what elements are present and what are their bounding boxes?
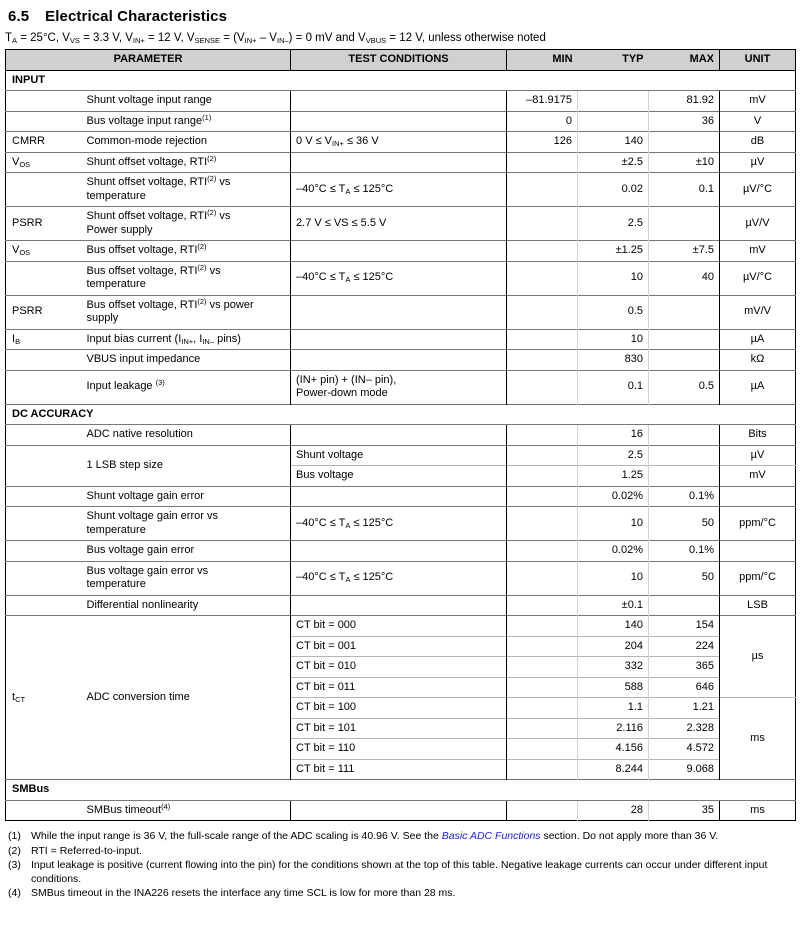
typ-value: 8.244 bbox=[578, 759, 649, 780]
test-conditions-note: $T_A = 25^\circ C$, $V_{VS} = 3.3$ V, $V_{IN+} = 12$ V, $V_{SENSE} = (V_{IN+} - V_{IN-}) = 0$ mV and $V_{VBUS} = 12$ V, unless otherwise noted bbox=[5, 32, 546, 45]
max-value bbox=[649, 329, 720, 350]
parameter-name: Bus voltage gain error bbox=[81, 541, 291, 562]
typ-value: 0.1 bbox=[578, 370, 649, 404]
table-row bbox=[6, 800, 796, 821]
min-value bbox=[507, 295, 578, 329]
section-title-text: Electrical Characteristics bbox=[45, 8, 228, 25]
param-symbol bbox=[6, 91, 81, 112]
typ-value: ±0.1 bbox=[578, 595, 649, 616]
table-row bbox=[6, 350, 796, 371]
min-value bbox=[507, 507, 578, 541]
typ-value: 10 bbox=[578, 329, 649, 350]
param-symbol bbox=[6, 595, 81, 616]
test-conditions bbox=[291, 486, 507, 507]
param-symbol: $V_{OS}$ bbox=[6, 241, 81, 262]
param-symbol bbox=[6, 445, 81, 486]
min-value bbox=[507, 329, 578, 350]
typ-value: 10 bbox=[578, 261, 649, 295]
max-value: 646 bbox=[649, 677, 720, 698]
typ-value: 2.116 bbox=[578, 718, 649, 739]
test-conditions: $-40^\circ C \le T_A \le 125^\circ C$ bbox=[291, 561, 507, 595]
table-row bbox=[6, 111, 796, 132]
typ-value: 0.5 bbox=[578, 295, 649, 329]
unit-value: µV/V bbox=[720, 207, 796, 241]
min-value bbox=[507, 207, 578, 241]
parameter-name: Bus voltage input range$^{(1)}$ bbox=[81, 111, 291, 132]
max-value: 9.068 bbox=[649, 759, 720, 780]
test-conditions: $-40^\circ C \le T_A \le 125^\circ C$ bbox=[291, 261, 507, 295]
test-conditions: CT bit = 001 bbox=[291, 636, 507, 657]
max-value: 40 bbox=[649, 261, 720, 295]
table-section-header: INPUT bbox=[6, 70, 796, 91]
max-value bbox=[649, 425, 720, 446]
parameter-name: ADC native resolution bbox=[81, 425, 291, 446]
test-conditions bbox=[291, 91, 507, 112]
min-value bbox=[507, 152, 578, 173]
parameter-name: Shunt offset voltage, RTI$^{(2)}$ vs Power supply bbox=[81, 207, 291, 241]
footnote bbox=[8, 887, 794, 901]
table-row bbox=[6, 173, 796, 207]
typ-value: 588 bbox=[578, 677, 649, 698]
min-value: 126 bbox=[507, 132, 578, 153]
max-value bbox=[649, 466, 720, 487]
min-value bbox=[507, 350, 578, 371]
footnotes bbox=[8, 830, 794, 901]
unit-value: mV/V bbox=[720, 295, 796, 329]
unit-value bbox=[720, 486, 796, 507]
col-header-typ: TYP bbox=[578, 50, 649, 71]
test-conditions: 2.7 V ≤ VS ≤ 5.5 V bbox=[291, 207, 507, 241]
unit-value: mV bbox=[720, 91, 796, 112]
table-row bbox=[6, 152, 796, 173]
parameter-name: SMBus timeout$^{(4)}$ bbox=[81, 800, 291, 821]
max-value: 0.1% bbox=[649, 486, 720, 507]
typ-value: 2.5 bbox=[578, 207, 649, 241]
test-conditions: CT bit = 110 bbox=[291, 739, 507, 760]
typ-value: 830 bbox=[578, 350, 649, 371]
parameter-name: Bus offset voltage, RTI$^{(2)}$ bbox=[81, 241, 291, 262]
param-symbol: $t_{CT}$ bbox=[6, 616, 81, 780]
table-row bbox=[6, 91, 796, 112]
param-symbol bbox=[6, 561, 81, 595]
typ-value: 10 bbox=[578, 507, 649, 541]
test-conditions bbox=[291, 152, 507, 173]
max-value: 0.1 bbox=[649, 173, 720, 207]
typ-value: ±1.25 bbox=[578, 241, 649, 262]
parameter-name: Shunt offset voltage, RTI$^{(2)}$ bbox=[81, 152, 291, 173]
param-symbol bbox=[6, 370, 81, 404]
parameter-name: Input leakage $^{(3)}$ bbox=[81, 370, 291, 404]
parameter-name: 1 LSB step size bbox=[81, 445, 291, 486]
parameter-name: Shunt offset voltage, RTI$^{(2)}$ vs temperature bbox=[81, 173, 291, 207]
max-value: 50 bbox=[649, 507, 720, 541]
typ-value bbox=[578, 111, 649, 132]
max-value bbox=[649, 295, 720, 329]
col-header-test-conditions: TEST CONDITIONS bbox=[291, 50, 507, 71]
basic-adc-functions-link[interactable]: Basic ADC Functions bbox=[441, 830, 541, 842]
page bbox=[0, 8, 800, 901]
test-conditions: CT bit = 100 bbox=[291, 698, 507, 719]
typ-value: 332 bbox=[578, 657, 649, 678]
typ-value: 140 bbox=[578, 132, 649, 153]
param-symbol: PSRR bbox=[6, 207, 81, 241]
param-symbol bbox=[6, 486, 81, 507]
typ-value bbox=[578, 91, 649, 112]
min-value bbox=[507, 370, 578, 404]
typ-value: 10 bbox=[578, 561, 649, 595]
unit-value: mV bbox=[720, 241, 796, 262]
footnote-number: (2) bbox=[8, 844, 21, 857]
footnote-text: While the input range is 36 V, the full-scale range of the ADC scaling is 40.96 V. See the Basic ADC Functions section. Do not apply more than 36 V. bbox=[31, 830, 719, 842]
footnote bbox=[8, 845, 794, 859]
footnote-text: SMBus timeout in the INA226 resets the interface any time SCL is low for more than 28 ms. bbox=[31, 887, 456, 899]
max-value: 154 bbox=[649, 616, 720, 637]
test-conditions: (IN+ pin) + (IN– pin), Power-down mode bbox=[291, 370, 507, 404]
max-value: ±7.5 bbox=[649, 241, 720, 262]
parameter-name: Common-mode rejection bbox=[81, 132, 291, 153]
test-conditions bbox=[291, 241, 507, 262]
max-value bbox=[649, 132, 720, 153]
param-symbol bbox=[6, 173, 81, 207]
test-conditions: 0 $V \le V_{IN+} \le 36$ V bbox=[291, 132, 507, 153]
max-value: 50 bbox=[649, 561, 720, 595]
electrical-characteristics-table bbox=[5, 49, 796, 821]
typ-value: 2.5 bbox=[578, 445, 649, 466]
typ-value: 1.1 bbox=[578, 698, 649, 719]
table-row bbox=[6, 616, 796, 637]
max-value: 1.21 bbox=[649, 698, 720, 719]
param-symbol: $I_B$ bbox=[6, 329, 81, 350]
min-value bbox=[507, 241, 578, 262]
param-symbol: CMRR bbox=[6, 132, 81, 153]
param-symbol bbox=[6, 507, 81, 541]
table-row bbox=[6, 486, 796, 507]
unit-value: dB bbox=[720, 132, 796, 153]
min-value bbox=[507, 739, 578, 760]
table-section-header: DC ACCURACY bbox=[6, 404, 796, 425]
test-conditions: CT bit = 010 bbox=[291, 657, 507, 678]
col-header-unit: UNIT bbox=[720, 50, 796, 71]
unit-value: µV/°C bbox=[720, 173, 796, 207]
max-value: 0.5 bbox=[649, 370, 720, 404]
table-row bbox=[6, 425, 796, 446]
max-value: 0.1% bbox=[649, 541, 720, 562]
param-symbol bbox=[6, 261, 81, 295]
test-conditions: CT bit = 000 bbox=[291, 616, 507, 637]
parameter-name: ADC conversion time bbox=[81, 616, 291, 780]
table-row bbox=[6, 541, 796, 562]
unit-value: ms bbox=[720, 698, 796, 780]
page-title bbox=[8, 8, 800, 25]
param-symbol bbox=[6, 541, 81, 562]
min-value: –81.9175 bbox=[507, 91, 578, 112]
test-conditions bbox=[291, 350, 507, 371]
max-value: 35 bbox=[649, 800, 720, 821]
table-section-row bbox=[6, 404, 796, 425]
table-section-row bbox=[6, 70, 796, 91]
max-value: 365 bbox=[649, 657, 720, 678]
table-row bbox=[6, 329, 796, 350]
min-value bbox=[507, 657, 578, 678]
typ-value: 0.02% bbox=[578, 541, 649, 562]
max-value: 4.572 bbox=[649, 739, 720, 760]
test-conditions: $-40^\circ C \le T_A \le 125^\circ C$ bbox=[291, 173, 507, 207]
footnote-text: RTI = Referred-to-input. bbox=[31, 844, 142, 857]
typ-value: 204 bbox=[578, 636, 649, 657]
max-value: 36 bbox=[649, 111, 720, 132]
max-value: 81.92 bbox=[649, 91, 720, 112]
parameter-name: Shunt voltage input range bbox=[81, 91, 291, 112]
max-value bbox=[649, 350, 720, 371]
typ-value: 0.02% bbox=[578, 486, 649, 507]
test-conditions bbox=[291, 329, 507, 350]
unit-value: µA bbox=[720, 370, 796, 404]
max-value bbox=[649, 595, 720, 616]
test-conditions bbox=[291, 425, 507, 446]
min-value bbox=[507, 173, 578, 207]
footnote-number: (1) bbox=[8, 830, 21, 842]
parameter-name: Bus voltage gain error vs temperature bbox=[81, 561, 291, 595]
parameter-name: VBUS input impedance bbox=[81, 350, 291, 371]
unit-value: ms bbox=[720, 800, 796, 821]
table-row bbox=[6, 445, 796, 466]
test-conditions bbox=[291, 111, 507, 132]
typ-value: 4.156 bbox=[578, 739, 649, 760]
typ-value: ±2.5 bbox=[578, 152, 649, 173]
table-row bbox=[6, 261, 796, 295]
test-conditions: Shunt voltage bbox=[291, 445, 507, 466]
test-conditions: $-40^\circ C \le T_A \le 125^\circ C$ bbox=[291, 507, 507, 541]
unit-value: Bits bbox=[720, 425, 796, 446]
param-symbol bbox=[6, 111, 81, 132]
table-row bbox=[6, 132, 796, 153]
section-number: 6.5 bbox=[8, 8, 30, 25]
test-conditions: CT bit = 011 bbox=[291, 677, 507, 698]
footnote-number: (3) bbox=[8, 859, 21, 871]
parameter-name: Bus offset voltage, RTI$^{(2)}$ vs power supply bbox=[81, 295, 291, 329]
footnote-number: (4) bbox=[8, 887, 21, 899]
min-value: 0 bbox=[507, 111, 578, 132]
min-value bbox=[507, 541, 578, 562]
unit-value: µV/°C bbox=[720, 261, 796, 295]
unit-value: µs bbox=[720, 616, 796, 698]
table-row bbox=[6, 507, 796, 541]
unit-value: V bbox=[720, 111, 796, 132]
table-section-header: SMBus bbox=[6, 780, 796, 801]
table-header-row bbox=[6, 50, 796, 71]
unit-value: µA bbox=[720, 329, 796, 350]
parameter-name: Shunt voltage gain error bbox=[81, 486, 291, 507]
min-value bbox=[507, 718, 578, 739]
footnote bbox=[8, 859, 794, 886]
typ-value: 16 bbox=[578, 425, 649, 446]
table-row bbox=[6, 207, 796, 241]
col-header-max: MAX bbox=[649, 50, 720, 71]
unit-value: µV bbox=[720, 152, 796, 173]
typ-value: 28 bbox=[578, 800, 649, 821]
test-conditions bbox=[291, 800, 507, 821]
test-conditions: Bus voltage bbox=[291, 466, 507, 487]
test-conditions bbox=[291, 295, 507, 329]
max-value: ±10 bbox=[649, 152, 720, 173]
param-symbol: PSRR bbox=[6, 295, 81, 329]
parameter-name: Differential nonlinearity bbox=[81, 595, 291, 616]
unit-value: µV bbox=[720, 445, 796, 466]
table-row bbox=[6, 241, 796, 262]
min-value bbox=[507, 636, 578, 657]
min-value bbox=[507, 466, 578, 487]
min-value bbox=[507, 800, 578, 821]
test-conditions bbox=[291, 595, 507, 616]
test-conditions: CT bit = 101 bbox=[291, 718, 507, 739]
max-value: 224 bbox=[649, 636, 720, 657]
test-conditions: CT bit = 111 bbox=[291, 759, 507, 780]
param-symbol bbox=[6, 350, 81, 371]
footnote-text: Input leakage is positive (current flowing into the pin) for the conditions shown at the top of this table. Negative leakage currents can occur under different input conditions. bbox=[31, 859, 768, 885]
param-symbol bbox=[6, 425, 81, 446]
unit-value bbox=[720, 541, 796, 562]
table-section-row bbox=[6, 780, 796, 801]
table-row bbox=[6, 370, 796, 404]
table-row bbox=[6, 595, 796, 616]
typ-value: 1.25 bbox=[578, 466, 649, 487]
test-conditions bbox=[291, 541, 507, 562]
unit-value: mV bbox=[720, 466, 796, 487]
min-value bbox=[507, 698, 578, 719]
table-row bbox=[6, 561, 796, 595]
unit-value: kΩ bbox=[720, 350, 796, 371]
min-value bbox=[507, 616, 578, 637]
table-row bbox=[6, 295, 796, 329]
min-value bbox=[507, 425, 578, 446]
min-value bbox=[507, 595, 578, 616]
footnote bbox=[8, 830, 794, 844]
col-header-parameter: PARAMETER bbox=[6, 50, 291, 71]
param-symbol bbox=[6, 800, 81, 821]
unit-value: ppm/°C bbox=[720, 507, 796, 541]
min-value bbox=[507, 561, 578, 595]
unit-value: LSB bbox=[720, 595, 796, 616]
col-header-min: MIN bbox=[507, 50, 578, 71]
max-value: 2.328 bbox=[649, 718, 720, 739]
unit-value: ppm/°C bbox=[720, 561, 796, 595]
parameter-name: Bus offset voltage, RTI$^{(2)}$ vs temperature bbox=[81, 261, 291, 295]
typ-value: 140 bbox=[578, 616, 649, 637]
parameter-name: Input bias current ($I_{IN+}$, $I_{IN-}$ pins) bbox=[81, 329, 291, 350]
min-value bbox=[507, 261, 578, 295]
max-value bbox=[649, 207, 720, 241]
min-value bbox=[507, 445, 578, 466]
min-value bbox=[507, 759, 578, 780]
typ-value: 0.02 bbox=[578, 173, 649, 207]
param-symbol: $V_{OS}$ bbox=[6, 152, 81, 173]
min-value bbox=[507, 677, 578, 698]
max-value bbox=[649, 445, 720, 466]
parameter-name: Shunt voltage gain error vs temperature bbox=[81, 507, 291, 541]
min-value bbox=[507, 486, 578, 507]
